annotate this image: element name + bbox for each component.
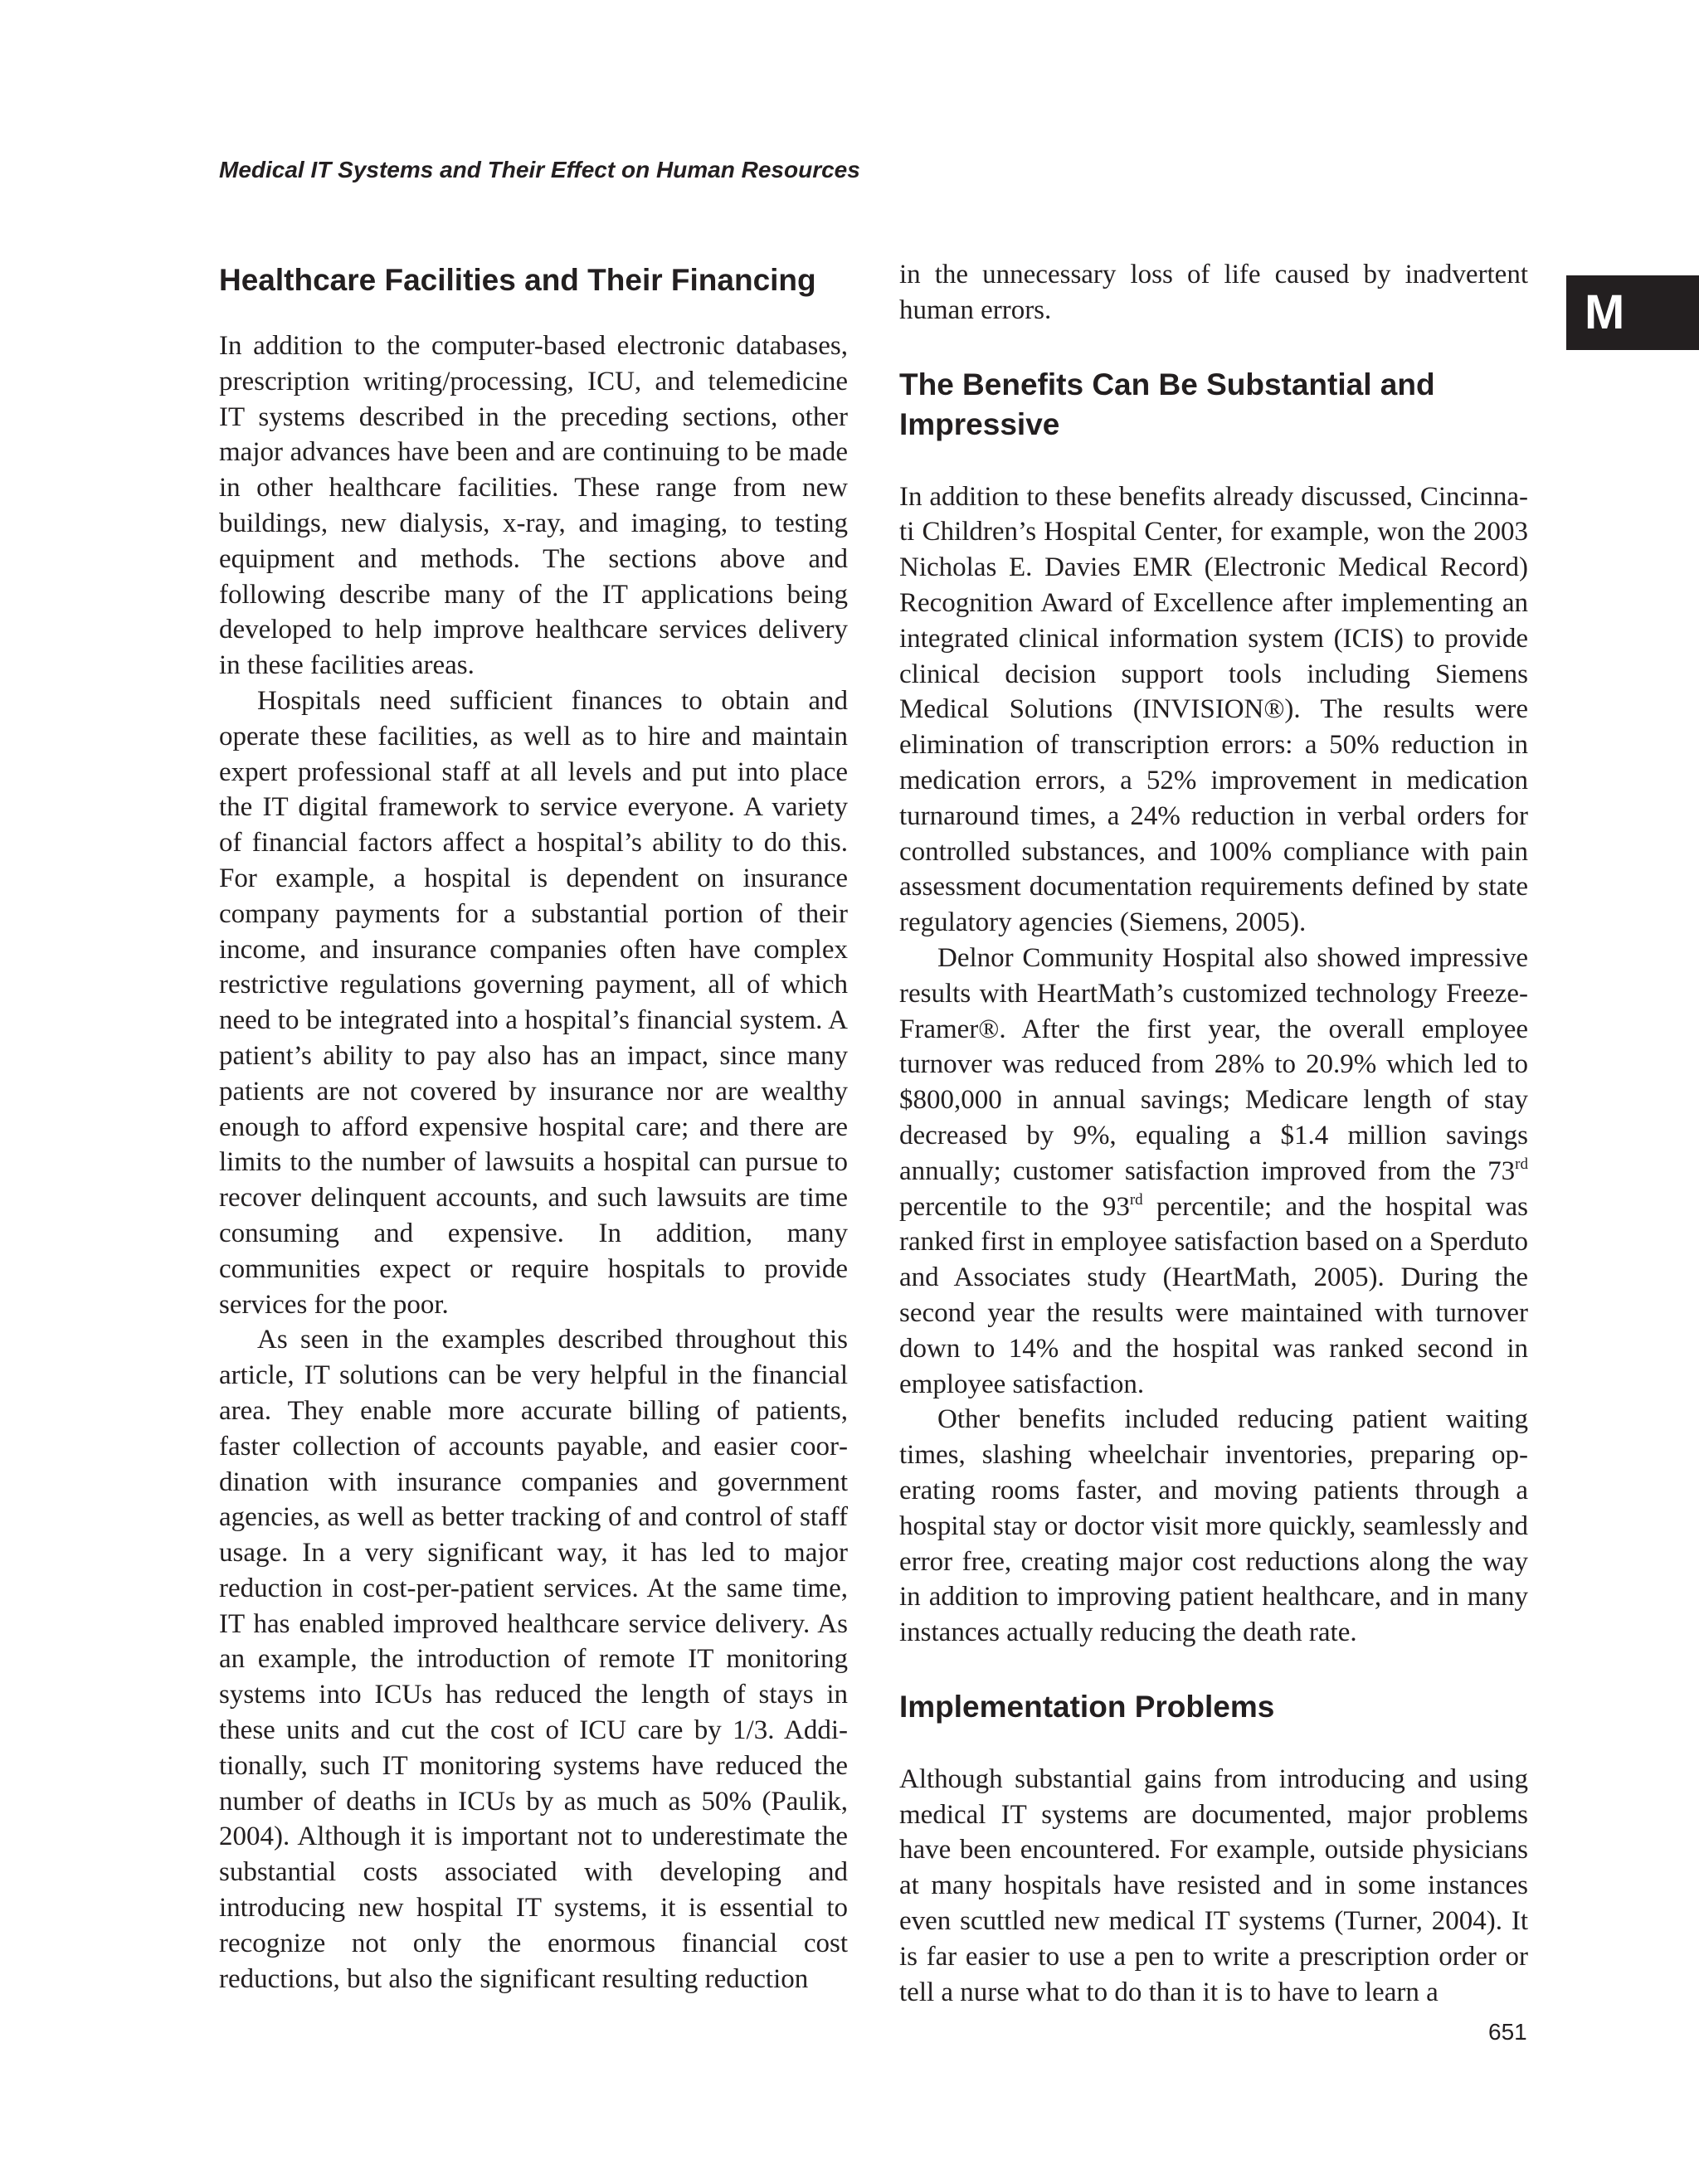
body-paragraph: Although substantial gains from introducing and using medical IT systems are documented, major problems have been encountered. For example, outside physicians at many hospitals have resisted and in some instances even scuttled new medical IT systems (Turner, 2004). It is far easier to use a pen to write a prescription order or tell a nurse what to do than it is to have to learn a (899, 1763, 1528, 2007)
page-number: 651 (1488, 2019, 1527, 2045)
body-paragraph: Other benefits included reducing patient waiting times, slashing wheelchair inventories, preparing operating rooms faster, and moving patients through a hospital stay or doctor visit more quickly, seamlessly and error free, creating major cost reductions along the way in addition to improving patient healthcare, and in many instances actually reducing the death rate. (899, 1404, 1528, 1648)
section-heading-benefits: The Benefits Can Be Substantial and Impressive (899, 367, 1435, 441)
text-run: percentile to the 93 (899, 1191, 1130, 1222)
continued-paragraph: in the unnecessary loss of life caused by inadvertent human errors. (899, 260, 1528, 325)
left-column (219, 257, 848, 1997)
text-run: Delnor Community Hospital also showed impressive results with HeartMath’s customized technology Freeze-Framer®. After the first year, the overall employee turnover was reduced from 28% to 20.9% which led to $800,000 in annual savings; Medicare length of stay decreased by 9%, equaling a $1.4 million savings annually; customer satisfaction improved from the 73 (899, 942, 1528, 1186)
right-column (899, 257, 1528, 2010)
running-head: Medical IT Systems and Their Effect on Human Resources (219, 157, 860, 182)
section-thumb-tab: M (1566, 275, 1699, 350)
body-paragraph (899, 941, 1528, 1402)
ordinal-superscript: rd (1129, 1190, 1143, 1209)
section-heading-healthcare-facilities: Healthcare Facilities and Their Financing (219, 263, 816, 297)
body-paragraph: Hospitals need sufficient finances to obtain and operate these facilities, as well as to hire and maintain expert professional staff at all levels and put into place the IT digital framework to service everyone. A variety of financial factors affect a hospital’s ability to do this. For example, a hospital is dependent on insurance company payments for a substantial portion of their income, and insurance companies often have complex restrictive regulations governing payment, all of which need to be integrated into a hospital’s financial system. A patient’s ability to pay also has an impact, since many patients are not covered by insurance nor are wealthy enough to afford expensive hospital care; and there are limits to the number of lawsuits a hospital can pursue to recover delinquent accounts, and such lawsuits are time consuming and expensive. In addition, many communities expect or require hospitals to provide services for the poor. (219, 685, 848, 1320)
ordinal-superscript: rd (1515, 1155, 1528, 1173)
body-paragraph: In addition to the computer-based electronic databases, prescription writing/processing, ICU, and telemedicine IT systems described in the preceding sections, other major advances have been and are continuing to be made in other healthcare facilities. These range from new buildings, new dialysis, x-ray, and imaging, to testing equipment and methods. The sections above and following describe many of the IT applications being developed to help improve healthcare services delivery in these facilities areas. (219, 331, 848, 681)
text-run: percentile; and the hospital was ranked first in employee satisfaction based on a Sperduto and Associates study (HeartMath, 2005). During the second year the results were maintained with turnover down to 14% and the hospital was ranked second in employee satisfaction. (899, 1191, 1528, 1399)
body-paragraph: As seen in the examples described throughout this article, IT solutions can be very helpful in the financial area. They enable more accurate billing of patients, faster collection of accounts payable, and easier coordination with insurance companies and government agencies, as well as better tracking of and control of staff usage. In a very significant way, it has led to major reduction in cost-per-patient services. At the same time, IT has enabled improved healthcare service delivery. As an example, the introduction of remote IT monitoring systems into ICUs has reduced the length of stays in these units and cut the cost of ICU care by 1/3. Additionally, such IT monitoring systems have reduced the number of deaths in ICUs by as much as 50% (Paulik, 2004). Although it is important not to underestimate the substantial costs associated with developing and introducing new hospital IT systems, it is essential to recognize not only the enormous financial cost reductions, but also the significant resulting reduction (219, 1325, 848, 1994)
section-heading-implementation-problems: Implementation Problems (899, 1689, 1275, 1724)
body-paragraph: In addition to these benefits already discussed, Cincinnati Children’s Hospital Center, for example, won the 2003 Nicholas E. Davies EMR (Electronic Medical Record) Recognition Award of Excellence after implementing an integrated clinical information system (ICIS) to provide clinical decision support tools including Siemens Medical Solutions (INVISION®). The results were elimination of transcription errors: a 50% reduction in medication errors, a 52% improvement in medication turnaround times, a 24% reduction in verbal orders for controlled substances, and 100% compliance with pain assessment documentation requirements defined by state regulatory agencies (Siemens, 2005). (899, 481, 1528, 938)
